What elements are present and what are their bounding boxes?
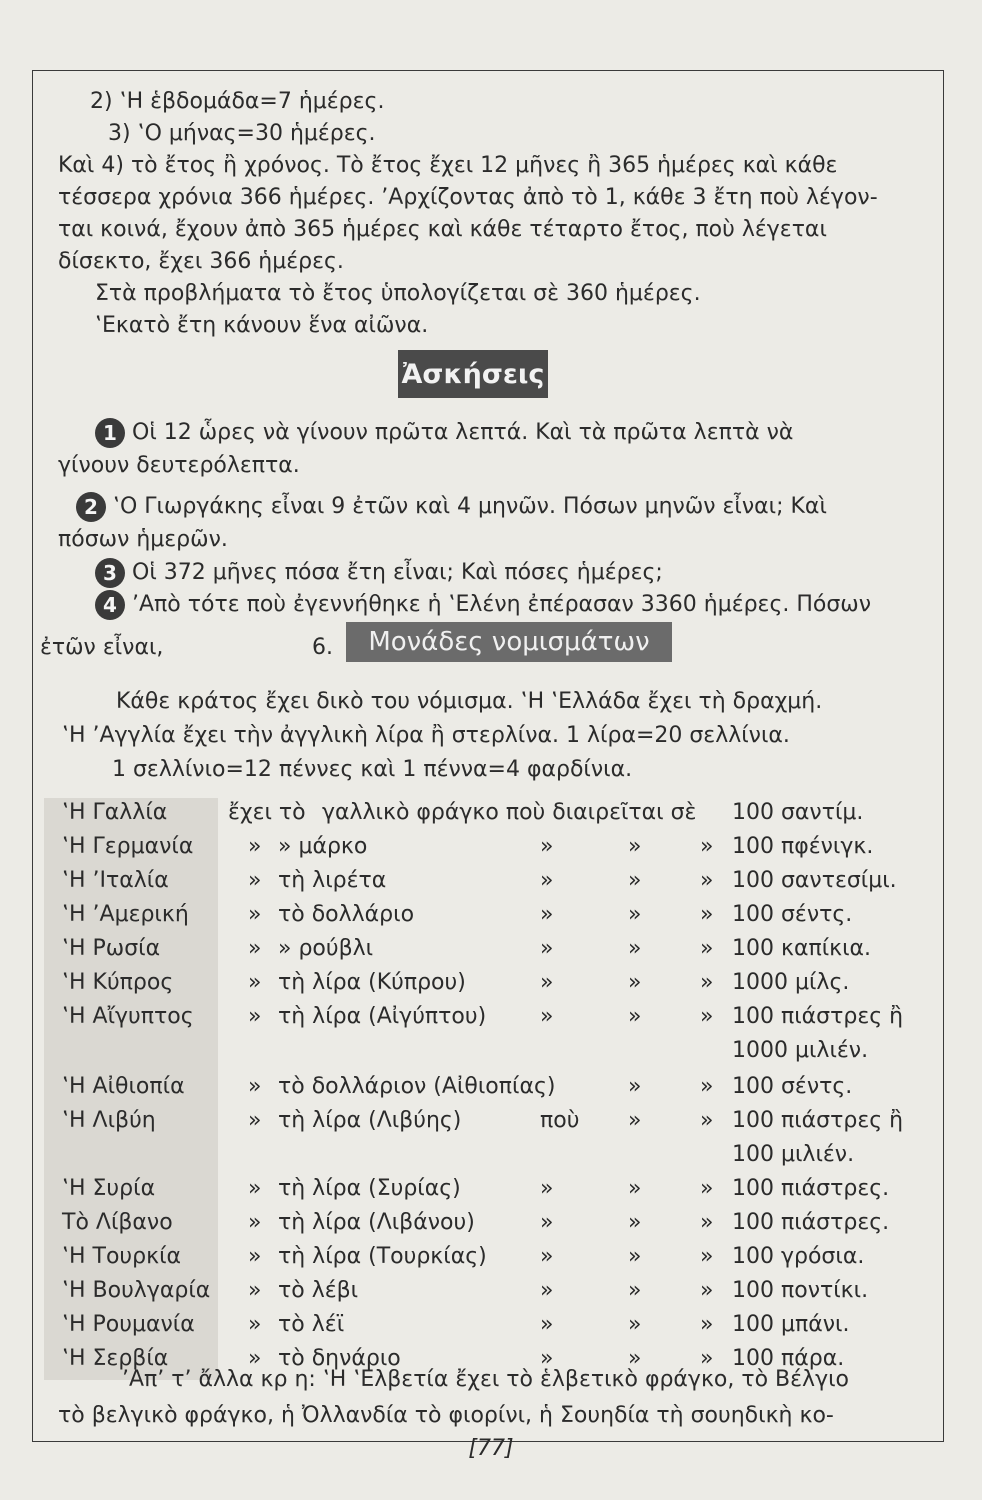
table-cell-q3: » <box>700 1278 714 1303</box>
table-cell-q3: » <box>700 970 714 995</box>
exercise-number-3: 3 <box>95 558 125 588</box>
table-row <box>0 1038 982 1072</box>
table-cell-q3: » <box>700 1074 714 1099</box>
table-cell-sub: 100 σέντς. <box>732 902 853 927</box>
table-row <box>0 970 982 1004</box>
table-cell-currency: τὴ λίρα (Κύπρου) <box>278 970 466 995</box>
table-cell-sub: 100 πιάστρες. <box>732 1210 890 1235</box>
table-row <box>0 834 982 868</box>
table-cell-has: » <box>248 1312 262 1337</box>
table-cell-currency: τὸ δολλάριο <box>278 902 415 927</box>
table-cell-country: ‛Η ’Αμερική <box>62 902 189 927</box>
table-cell-country: ‛Η Αἴγυπτος <box>62 1004 194 1029</box>
table-row <box>0 1244 982 1278</box>
table-cell-has: » <box>248 868 262 893</box>
table-cell-q2: » <box>628 1312 642 1337</box>
table-cell-q2: » <box>628 868 642 893</box>
table-cell-q1: » <box>540 970 554 995</box>
table-cell-currency: » ρούβλι <box>278 936 374 961</box>
table-cell-currency: τὸ λέϊ <box>278 1312 345 1337</box>
table-cell-q3: » <box>700 834 714 859</box>
exercise-2 <box>76 492 982 522</box>
table-cell-q3: » <box>700 1244 714 1269</box>
exercise-1 <box>95 418 982 448</box>
table-row <box>0 1142 982 1176</box>
table-cell-q2: » <box>628 1176 642 1201</box>
table-cell-sub: 100 μιλιέν. <box>732 1142 855 1167</box>
closing-line-2: τὸ βελγικὸ φράγκο, ἡ Ὀλλανδία τὸ φιορίνι, ἡ Σουηδία τὴ σουηδικὴ κο- <box>58 1403 834 1428</box>
table-cell-q2: » <box>628 1346 642 1371</box>
table-cell-q2: » <box>628 1108 642 1133</box>
table-row <box>0 868 982 902</box>
currency-intro-2: ‛Η ’Αγγλία ἔχει τὴν ἀγγλικὴ λίρα ἢ στερλίνα. 1 λίρα=20 σελλίνια. <box>62 723 790 748</box>
table-cell-q2: » <box>628 902 642 927</box>
intro-line-6: δίσεκτο, ἔχει 366 ἡμέρες. <box>58 249 344 274</box>
table-cell-q3: » <box>700 868 714 893</box>
exercise-3-text: Οἱ 372 μῆνες πόσα ἔτη εἶναι; Καὶ πόσες ἡμέρες; <box>132 560 663 585</box>
table-cell-country: ‛Η Λιβύη <box>62 1108 156 1133</box>
table-cell-country: ‛Η Γαλλία <box>62 800 168 825</box>
table-cell-has: » <box>248 834 262 859</box>
table-cell-currency: τὸ δηνάριο <box>278 1346 401 1371</box>
exercise-3 <box>95 558 982 588</box>
table-cell-q2: » <box>628 1004 642 1029</box>
table-cell-q3: » <box>700 936 714 961</box>
table-cell-sub: 100 γρόσια. <box>732 1244 865 1269</box>
table-cell-q2: » <box>628 1210 642 1235</box>
exercise-number-2: 2 <box>76 492 106 522</box>
page-number: [77] <box>468 1436 514 1461</box>
table-cell-q1: » <box>540 1004 554 1029</box>
table-cell-has: » <box>248 902 262 927</box>
table-cell-sub: 100 σαντίμ. <box>732 800 864 825</box>
exercise-number-1: 1 <box>95 418 125 448</box>
table-cell-sub: 100 μπάνι. <box>732 1312 850 1337</box>
exercise-1-text: Οἱ 12 ὧρες νὰ γίνουν πρῶτα λεπτά. Καὶ τὰ πρῶτα λεπτὰ νὰ <box>132 420 794 445</box>
table-cell-sub: 100 πάρα. <box>732 1346 845 1371</box>
exercise-number-4: 4 <box>95 590 125 620</box>
table-cell-has: » <box>248 1346 262 1371</box>
table-cell-q2: » <box>628 1074 642 1099</box>
table-cell-sub: 100 ποντίκι. <box>732 1278 869 1303</box>
table-cell-q3: » <box>700 1176 714 1201</box>
exercise-4-text: ’Απὸ τότε ποὺ ἐγεννήθηκε ἡ ‛Ελένη ἐπέρασαν 3360 ἡμέρες. Πόσων <box>132 592 871 617</box>
table-cell-currency: γαλλικὸ φράγκο ποὺ διαιρεῖται σὲ <box>322 800 697 825</box>
table-cell-country: ‛Η ’Ιταλία <box>62 868 169 893</box>
table-cell-currency: τὴ λίρα (Λιβύης) <box>278 1108 462 1133</box>
intro-line-2: 3) ‛Ο μήνας=30 ἡμέρες. <box>108 121 376 146</box>
table-row <box>0 1108 982 1142</box>
table-cell-country: ‛Η Ρουμανία <box>62 1312 195 1337</box>
table-cell-currency: τὸ δολλάριον (Αἰθιοπίας) <box>278 1074 556 1099</box>
table-cell-has: » <box>248 1278 262 1303</box>
table-cell-has: » <box>248 936 262 961</box>
table-row <box>0 1004 982 1038</box>
table-cell-has: » <box>248 1074 262 1099</box>
table-cell-q2: » <box>628 1278 642 1303</box>
exercise-2-text: ‛Ο Γιωργάκης εἶναι 9 ἐτῶν καὶ 4 μηνῶν. Πόσων μηνῶν εἶναι; Καὶ <box>113 494 827 519</box>
table-cell-currency: τὴ λίρα (Τουρκίας) <box>278 1244 487 1269</box>
table-cell-q3: » <box>700 1312 714 1337</box>
table-cell-q1: » <box>540 936 554 961</box>
table-cell-has: » <box>248 1210 262 1235</box>
table-cell-has: » <box>248 1176 262 1201</box>
table-cell-q2: » <box>628 936 642 961</box>
table-cell-sub: 100 πιάστρες. <box>732 1176 890 1201</box>
intro-line-8: ‛Εκατὸ ἔτη κάνουν ἕνα αἰῶνα. <box>95 313 429 338</box>
intro-line-4: τέσσερα χρόνια 366 ἡμέρες. ’Αρχίζοντας ἀπὸ τὸ 1, κάθε 3 ἔτη ποὺ λέγον- <box>58 185 878 210</box>
intro-line-1: 2) ‛Η ἑβδομάδα=7 ἡμέρες. <box>90 89 385 114</box>
intro-line-5: ται κοινά, ἔχουν ἀπὸ 365 ἡμέρες καὶ κάθε τέταρτο ἔτος, ποὺ λέγεται <box>58 217 827 242</box>
table-cell-q1: » <box>540 868 554 893</box>
table-cell-sub: 100 καπίκια. <box>732 936 872 961</box>
section-number: 6. <box>312 635 333 660</box>
table-cell-sub: 100 πφένιγκ. <box>732 834 874 859</box>
table-cell-currency: τὴ λιρέτα <box>278 868 387 893</box>
section-title: Μονάδες νομισμάτων <box>346 622 672 662</box>
table-cell-has: ἔχει τὸ <box>228 800 306 825</box>
table-cell-q3: » <box>700 1004 714 1029</box>
table-cell-has: » <box>248 1244 262 1269</box>
table-cell-country: ‛Η Τουρκία <box>62 1244 182 1269</box>
intro-line-3: Καὶ 4) τὸ ἔτος ἢ χρόνος. Τὸ ἔτος ἔχει 12 μῆνες ἢ 365 ἡμέρες καὶ κάθε <box>58 153 838 178</box>
table-row <box>0 1312 982 1346</box>
table-cell-country: ‛Η Κύπρος <box>62 970 174 995</box>
currency-intro-3: 1 σελλίνιο=12 πέννες καὶ 1 πέννα=4 φαρδίνια. <box>112 757 633 782</box>
table-cell-q1: ποὺ <box>540 1108 580 1133</box>
table-cell-q3: » <box>700 1210 714 1235</box>
table-row <box>0 1210 982 1244</box>
table-row <box>0 800 982 834</box>
table-row <box>0 902 982 936</box>
table-cell-currency: τὴ λίρα (Αἰγύπτου) <box>278 1004 487 1029</box>
exercise-4 <box>95 590 982 620</box>
table-cell-country: ‛Η Σερβία <box>62 1346 169 1371</box>
table-cell-sub: 1000 μιλιέν. <box>732 1038 869 1063</box>
table-cell-has: » <box>248 1108 262 1133</box>
table-cell-country: Τὸ Λίβανο <box>62 1210 173 1235</box>
table-cell-q1: » <box>540 1176 554 1201</box>
exercises-heading: Ἀσκήσεις <box>398 350 548 398</box>
table-cell-sub: 100 σαντεσίμι. <box>732 868 897 893</box>
table-row <box>0 1278 982 1312</box>
table-row <box>0 936 982 970</box>
exercise-4-cont: ἐτῶν εἶναι, <box>40 635 164 660</box>
table-cell-q2: » <box>628 970 642 995</box>
table-cell-q1: » <box>540 1244 554 1269</box>
table-cell-q1: » <box>540 1312 554 1337</box>
table-cell-sub: 1000 μίλς. <box>732 970 850 995</box>
table-cell-currency: τὴ λίρα (Συρίας) <box>278 1176 461 1201</box>
table-cell-country: ‛Η Βουλγαρία <box>62 1278 211 1303</box>
table-cell-q2: » <box>628 1244 642 1269</box>
table-row <box>0 1074 982 1108</box>
table-cell-q1: » <box>540 1210 554 1235</box>
table-cell-q3: » <box>700 1108 714 1133</box>
table-cell-sub: 100 πιάστρες ἢ <box>732 1004 904 1029</box>
closing-line-1: ’Απ’ τ’ ἄλλα κρ η: ‛Η ‛Ελβετία ἔχει τὸ ἑλβετικὸ φράγκο, τὸ Βέλγιο <box>122 1367 849 1392</box>
exercise-2-cont: πόσων ἡμερῶν. <box>58 527 228 552</box>
table-cell-has: » <box>248 970 262 995</box>
table-cell-country: ‛Η Αἰθιοπία <box>62 1074 185 1099</box>
table-cell-q3: » <box>700 1346 714 1371</box>
intro-line-7: Στὰ προβλήματα τὸ ἔτος ὑπολογίζεται σὲ 360 ἡμέρες. <box>95 281 701 306</box>
table-cell-sub: 100 πιάστρες ἢ <box>732 1108 904 1133</box>
table-cell-q1: » <box>540 834 554 859</box>
table-cell-currency: τὴ λίρα (Λιβάνου) <box>278 1210 475 1235</box>
exercise-1-cont: γίνουν δευτερόλεπτα. <box>58 453 300 478</box>
table-cell-q1: » <box>540 1278 554 1303</box>
table-cell-has: » <box>248 1004 262 1029</box>
currency-intro-1: Κάθε κράτος ἔχει δικὸ του νόμισμα. ‛Η ‛Ελλάδα ἔχει τὴ δραχμή. <box>116 689 823 714</box>
table-cell-currency: » μάρκο <box>278 834 368 859</box>
table-row <box>0 1176 982 1210</box>
table-cell-q2: » <box>628 834 642 859</box>
table-cell-country: ‛Η Ρωσία <box>62 936 161 961</box>
table-cell-country: ‛Η Συρία <box>62 1176 156 1201</box>
table-cell-currency: τὸ λέβι <box>278 1278 359 1303</box>
table-cell-sub: 100 σέντς. <box>732 1074 853 1099</box>
table-cell-q1: » <box>540 1346 554 1371</box>
table-cell-q3: » <box>700 902 714 927</box>
table-cell-q1: » <box>540 902 554 927</box>
table-cell-country: ‛Η Γερμανία <box>62 834 194 859</box>
